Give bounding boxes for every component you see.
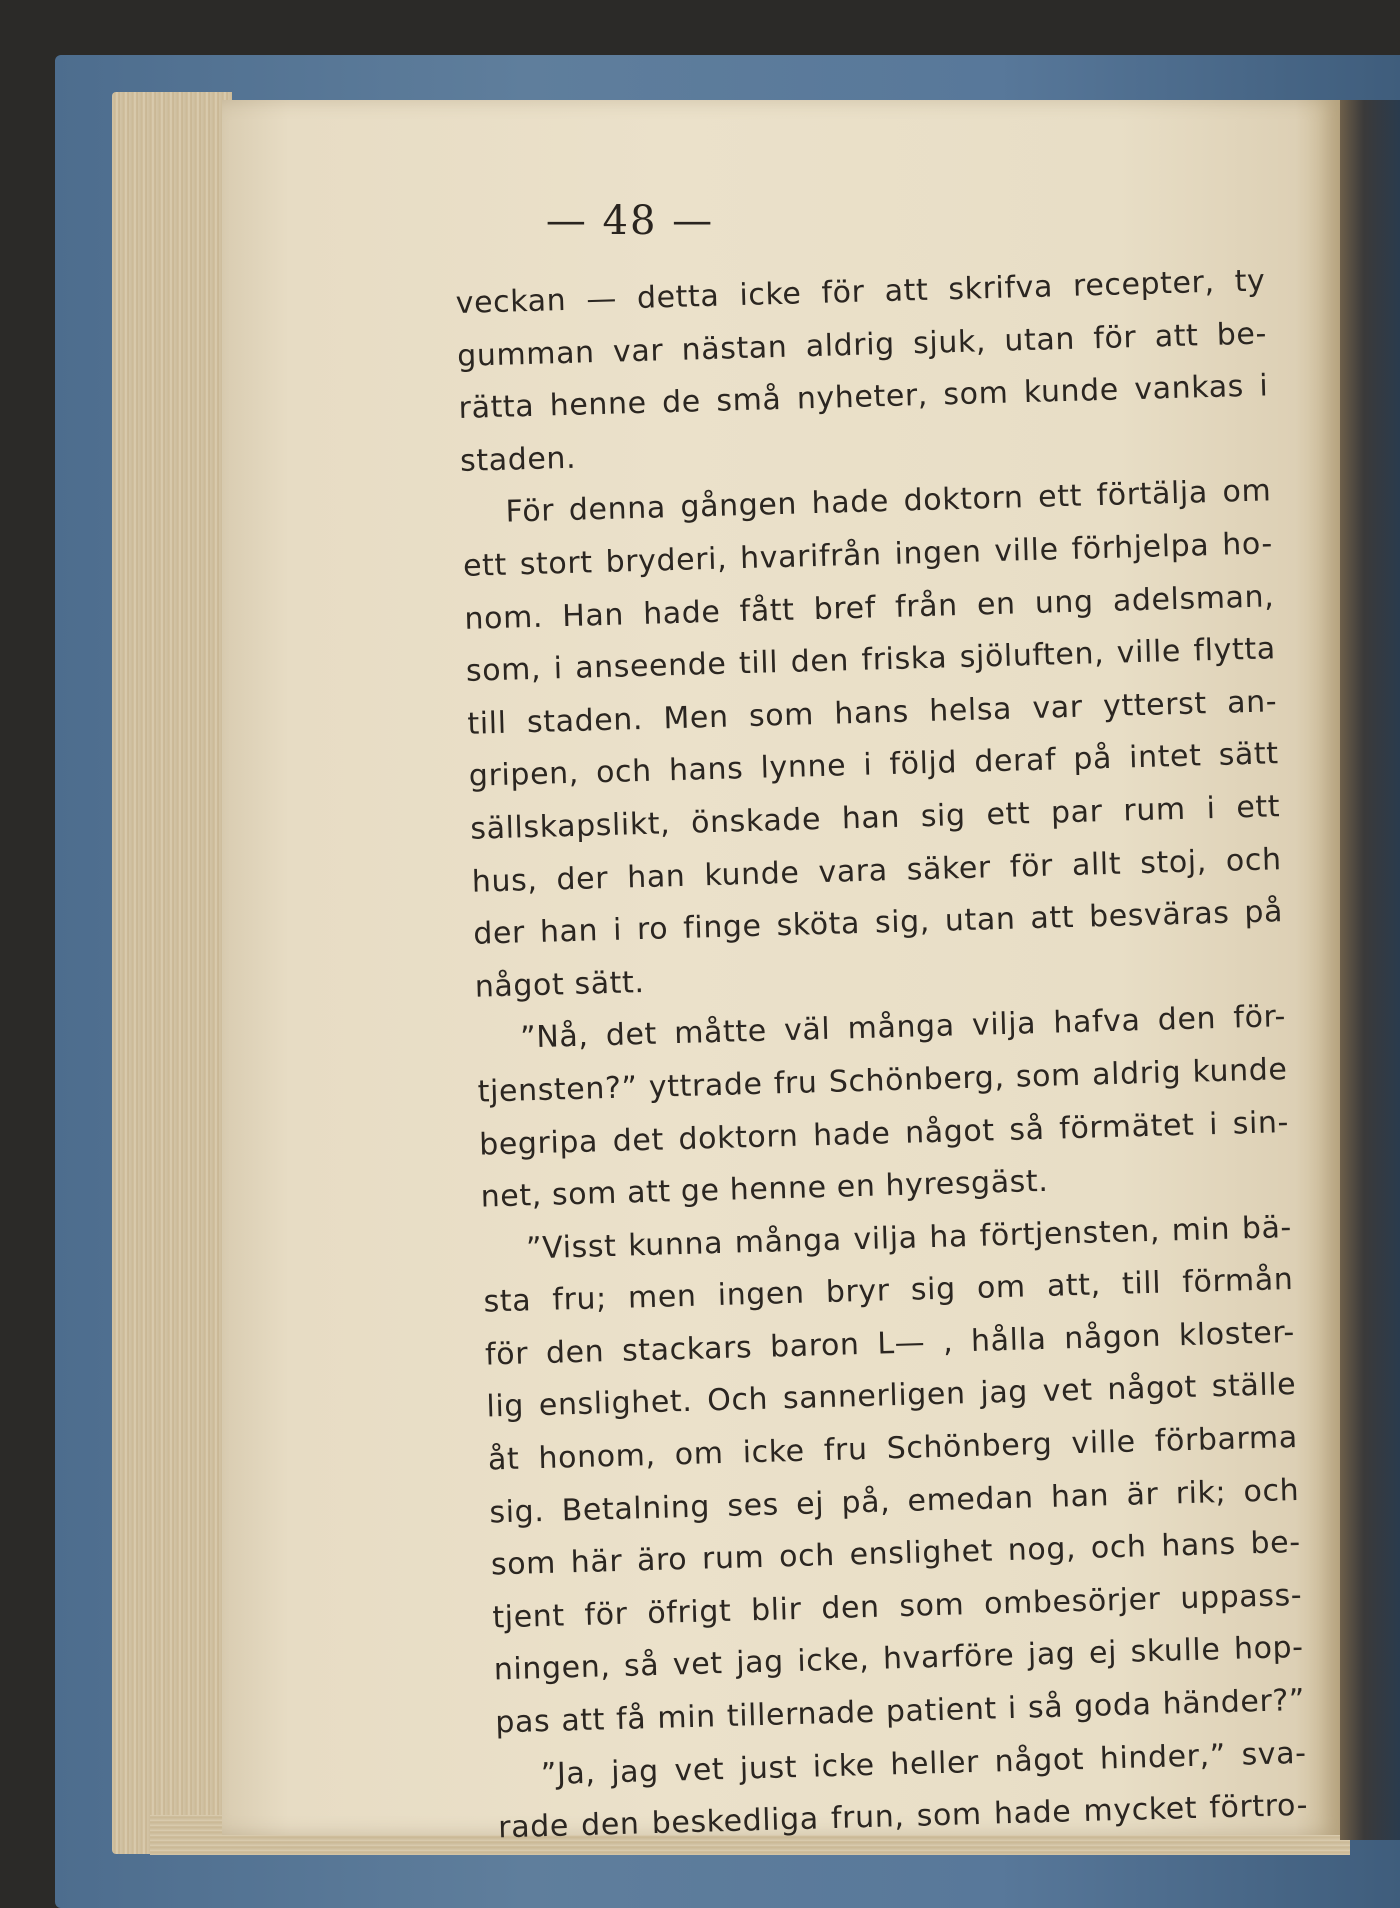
text-line: till staden. Men som hans helsa var ytterst an- (466, 683, 1278, 742)
text-line: pas att få min tillernade patient i så goda händer?” (494, 1682, 1306, 1741)
text-line: som, i anseende till den friska sjöluften, ville flytta (465, 631, 1277, 689)
text-line: staden. (459, 440, 577, 479)
text-line: gumman var nästan aldrig sjuk, utan för att be- (456, 315, 1268, 374)
text-line: tjent för öfrigt blir den som ombesörjer uppass- (491, 1577, 1303, 1636)
text-line: hus, der han kunde vara säker för allt stoj, och (471, 841, 1283, 900)
text-line: gripen, och hans lynne i följd deraf på intet sätt (468, 736, 1280, 795)
text-line: sta fru; men ingen bryr sig om att, till förmån (483, 1262, 1294, 1320)
text-line: ningen, så vet jag icke, hvarföre jag ej skulle hop- (493, 1630, 1305, 1688)
text-line: För denna gången hade doktorn ett förtälja om (505, 473, 1272, 531)
text-line: nom. Han hade fått bref från en ung adelsman, (464, 578, 1275, 637)
text-line: ”Ja, jag vet just icke heller något hinder,” sva- (540, 1735, 1308, 1792)
text-line: begripa det doktorn hade något så förmätet i sin- (478, 1104, 1290, 1163)
text-line: tjensten?” yttrade fru Schönberg, som aldrig kunde (477, 1051, 1288, 1110)
text-line: net, som att ge henne en hyresgäst. (480, 1163, 1049, 1215)
page-number: — 48 — (545, 198, 715, 244)
text-line: rätta henne de små nyheter, som kunde vankas i (458, 368, 1269, 427)
text-line: der han i ro finge sköta sig, utan att besväras på (472, 894, 1284, 952)
text-line: något sätt. (474, 964, 646, 1005)
text-line: sällskapslikt, önskade han sig ett par rum i ett (469, 789, 1281, 847)
text-line: sig. Betalning ses ej på, emedan han är rik; och (488, 1472, 1300, 1531)
text-line: ”Visst kunna många vilja ha förtjensten, min bä- (525, 1209, 1293, 1267)
book-gutter (1340, 100, 1400, 1840)
text-line: åt honom, om icke fru Schönberg ville förbarma (487, 1419, 1299, 1478)
text-line: ”Nå, det måtte väl många vilja hafva den för- (519, 999, 1287, 1056)
page-text (455, 255, 1309, 1855)
text-line: ett stort bryderi, hvarifrån ingen ville förhjelpa ho- (462, 526, 1274, 584)
text-line: lig enslighet. Och sannerligen jag vet något ställe (486, 1367, 1297, 1426)
text-line: som här äro rum och enslighet nog, och hans be- (490, 1525, 1302, 1583)
text-line: för den stackars baron L— , hålla någon kloster- (484, 1314, 1296, 1373)
text-line: rade den beskedliga frun, som hade mycket förtro- (497, 1788, 1309, 1846)
page-edges (112, 92, 232, 1854)
text-line: veckan — detta icke för att skrifva recepter, ty (455, 263, 1266, 321)
